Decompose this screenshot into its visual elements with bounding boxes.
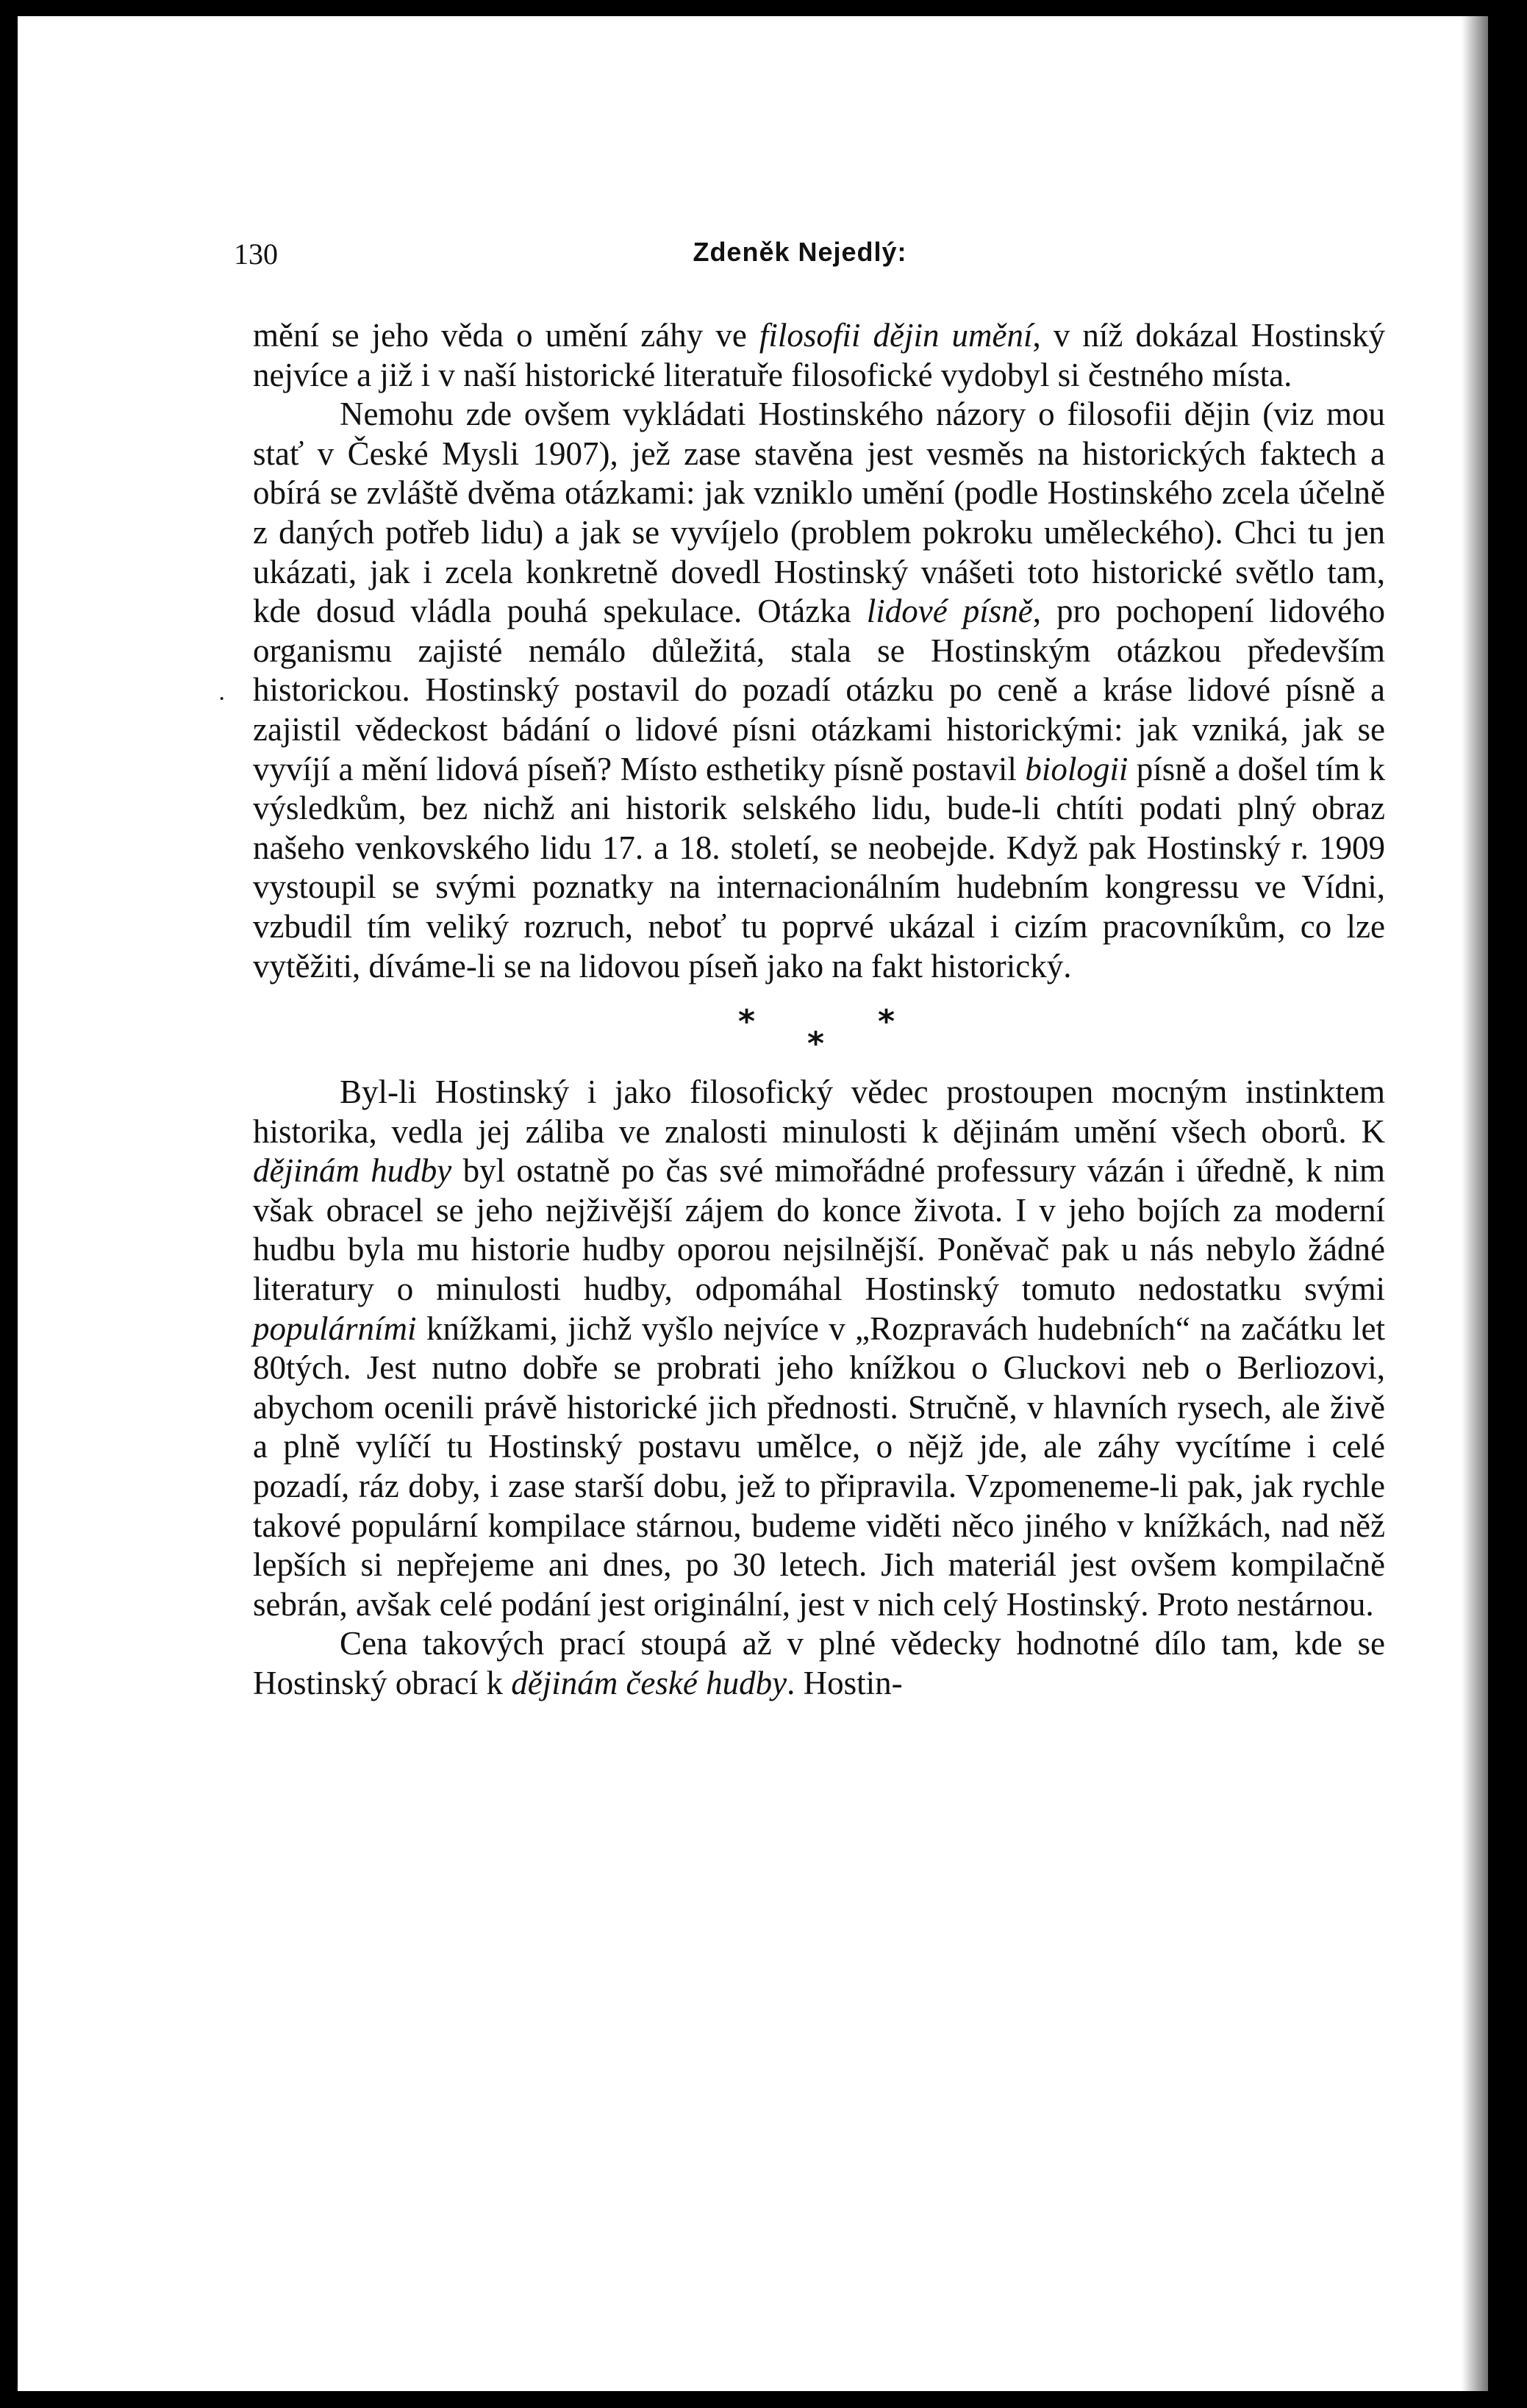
spine-shadow: [1462, 16, 1488, 2391]
asterisk: *: [738, 1003, 756, 1041]
asterisk: *: [807, 1025, 825, 1063]
margin-mark: ·: [218, 685, 226, 712]
emphasis: dějinám hudby: [253, 1152, 452, 1190]
emphasis: biologii: [1025, 750, 1129, 787]
emphasis: lidové písně: [866, 593, 1033, 630]
emphasis: dějinám české hudby: [511, 1665, 787, 1701]
asterisk: *: [878, 1003, 895, 1041]
body-text: [253, 316, 1385, 1704]
running-head: Zdeněk Nejedlý:: [693, 237, 907, 267]
emphasis: filosofii dějin umění: [759, 317, 1033, 354]
emphasis: populárními: [253, 1310, 417, 1347]
page-header: [234, 237, 1366, 281]
paragraph: Nemohu zde ovšem vykládati Hostinského názory o filosofii dějin (viz mou stať v České Mysli 1907), jež zase stavěna jest vesměs na historických faktech a obírá se zvláště dvěma otázkami: jak vzniklo umění (podle Hostinského zcela účelně z daných potřeb lidu) a jak se vyvíjelo (problem pokroku uměleckého). Chci tu jen ukázati, jak i zcela konkretně dovedl Hostinský vnášeti toto historické světlo tam, kde dosud vládla pouhá spekulace. Otázka lidové písně, pro pochopení lidového organismu zajisté nemálo důležitá, stala se Hostinským otázkou především historickou. Hostinský postavil do pozadí otázku po ceně a kráse lidové písně a zajistil vědeckost bádání o lidové písni otázkami historickými: jak vzniká, jak se vyvíjí a mění lidová píseň? Místo esthetiky písně postavil biologii písně a došel tím k výsledkům, bez nichž ani historik selského lidu, bude-li chtíti podati plný obraz našeho venkovského lidu 17. a 18. století, se neobejde. Když pak Hostinský r. 1909 vystoupil se svými poznatky na internacionálním hudebním kongressu ve Vídni, vzbudil tím veliký rozruch, neboť tu poprvé ukázal i cizím pracovníkům, co lze vytěžiti, díváme-li se na lidovou píseň jako na fakt historický.: [253, 396, 1385, 985]
section-separator: [253, 986, 1385, 1073]
paragraph: mění se jeho věda o umění záhy ve filosofii dějin umění, v níž dokázal Hostinský nejvíce a již i v naší historické literatuře filosofické vydobyl si čestného místa.: [253, 317, 1385, 393]
page-number: 130: [234, 237, 278, 271]
paragraph: Cena takových prací stoupá až v plné vědecky hodnotné dílo tam, kde se Hostinský obrací k dějinám české hudby. Hostin-: [253, 1625, 1385, 1701]
paragraph: Byl-li Hostinský i jako filosofický vědec prostoupen mocným instinktem historika, vedla jej záliba ve znalosti minulosti k dějinám umění všech oborů. K dějinám hudby byl ostatně po čas své mimořádné professury vázán i úředně, k nim však obracel se jeho nejživější zájem do konce života. I v jeho bojích za moderní hudbu byla mu historie hudby oporou nejsilnější. Poněvač pak u nás nebylo žádné literatury o minulosti hudby, odpomáhal Hostinský tomuto nedostatku svými populárními knížkami, jichž vyšlo nejvíce v „Rozpravách hudebních“ na začátku let 80tých. Jest nutno dobře se probrati jeho knížkou o Gluckovi neb o Berliozovi, abychom ocenili právě historické jich přednosti. Stručně, v hlavních rysech, ale živě a plně vylíčí tu Hostinský postavu umělce, o nějž jde, ale záhy vycítíme i celé pozadí, ráz doby, i zase starší dobu, jež to připravila. Vzpomeneme-li pak, jak rychle takové populární kompilace stárnou, budeme viděti něco jiného v knížkách, nad něž lepších si nepřejeme ani dnes, po 30 letech. Jich materiál jest ovšem kompilačně sebrán, avšak celé podání jest originální, jest v nich celý Hostinský. Proto nestárnou.: [253, 1073, 1385, 1623]
